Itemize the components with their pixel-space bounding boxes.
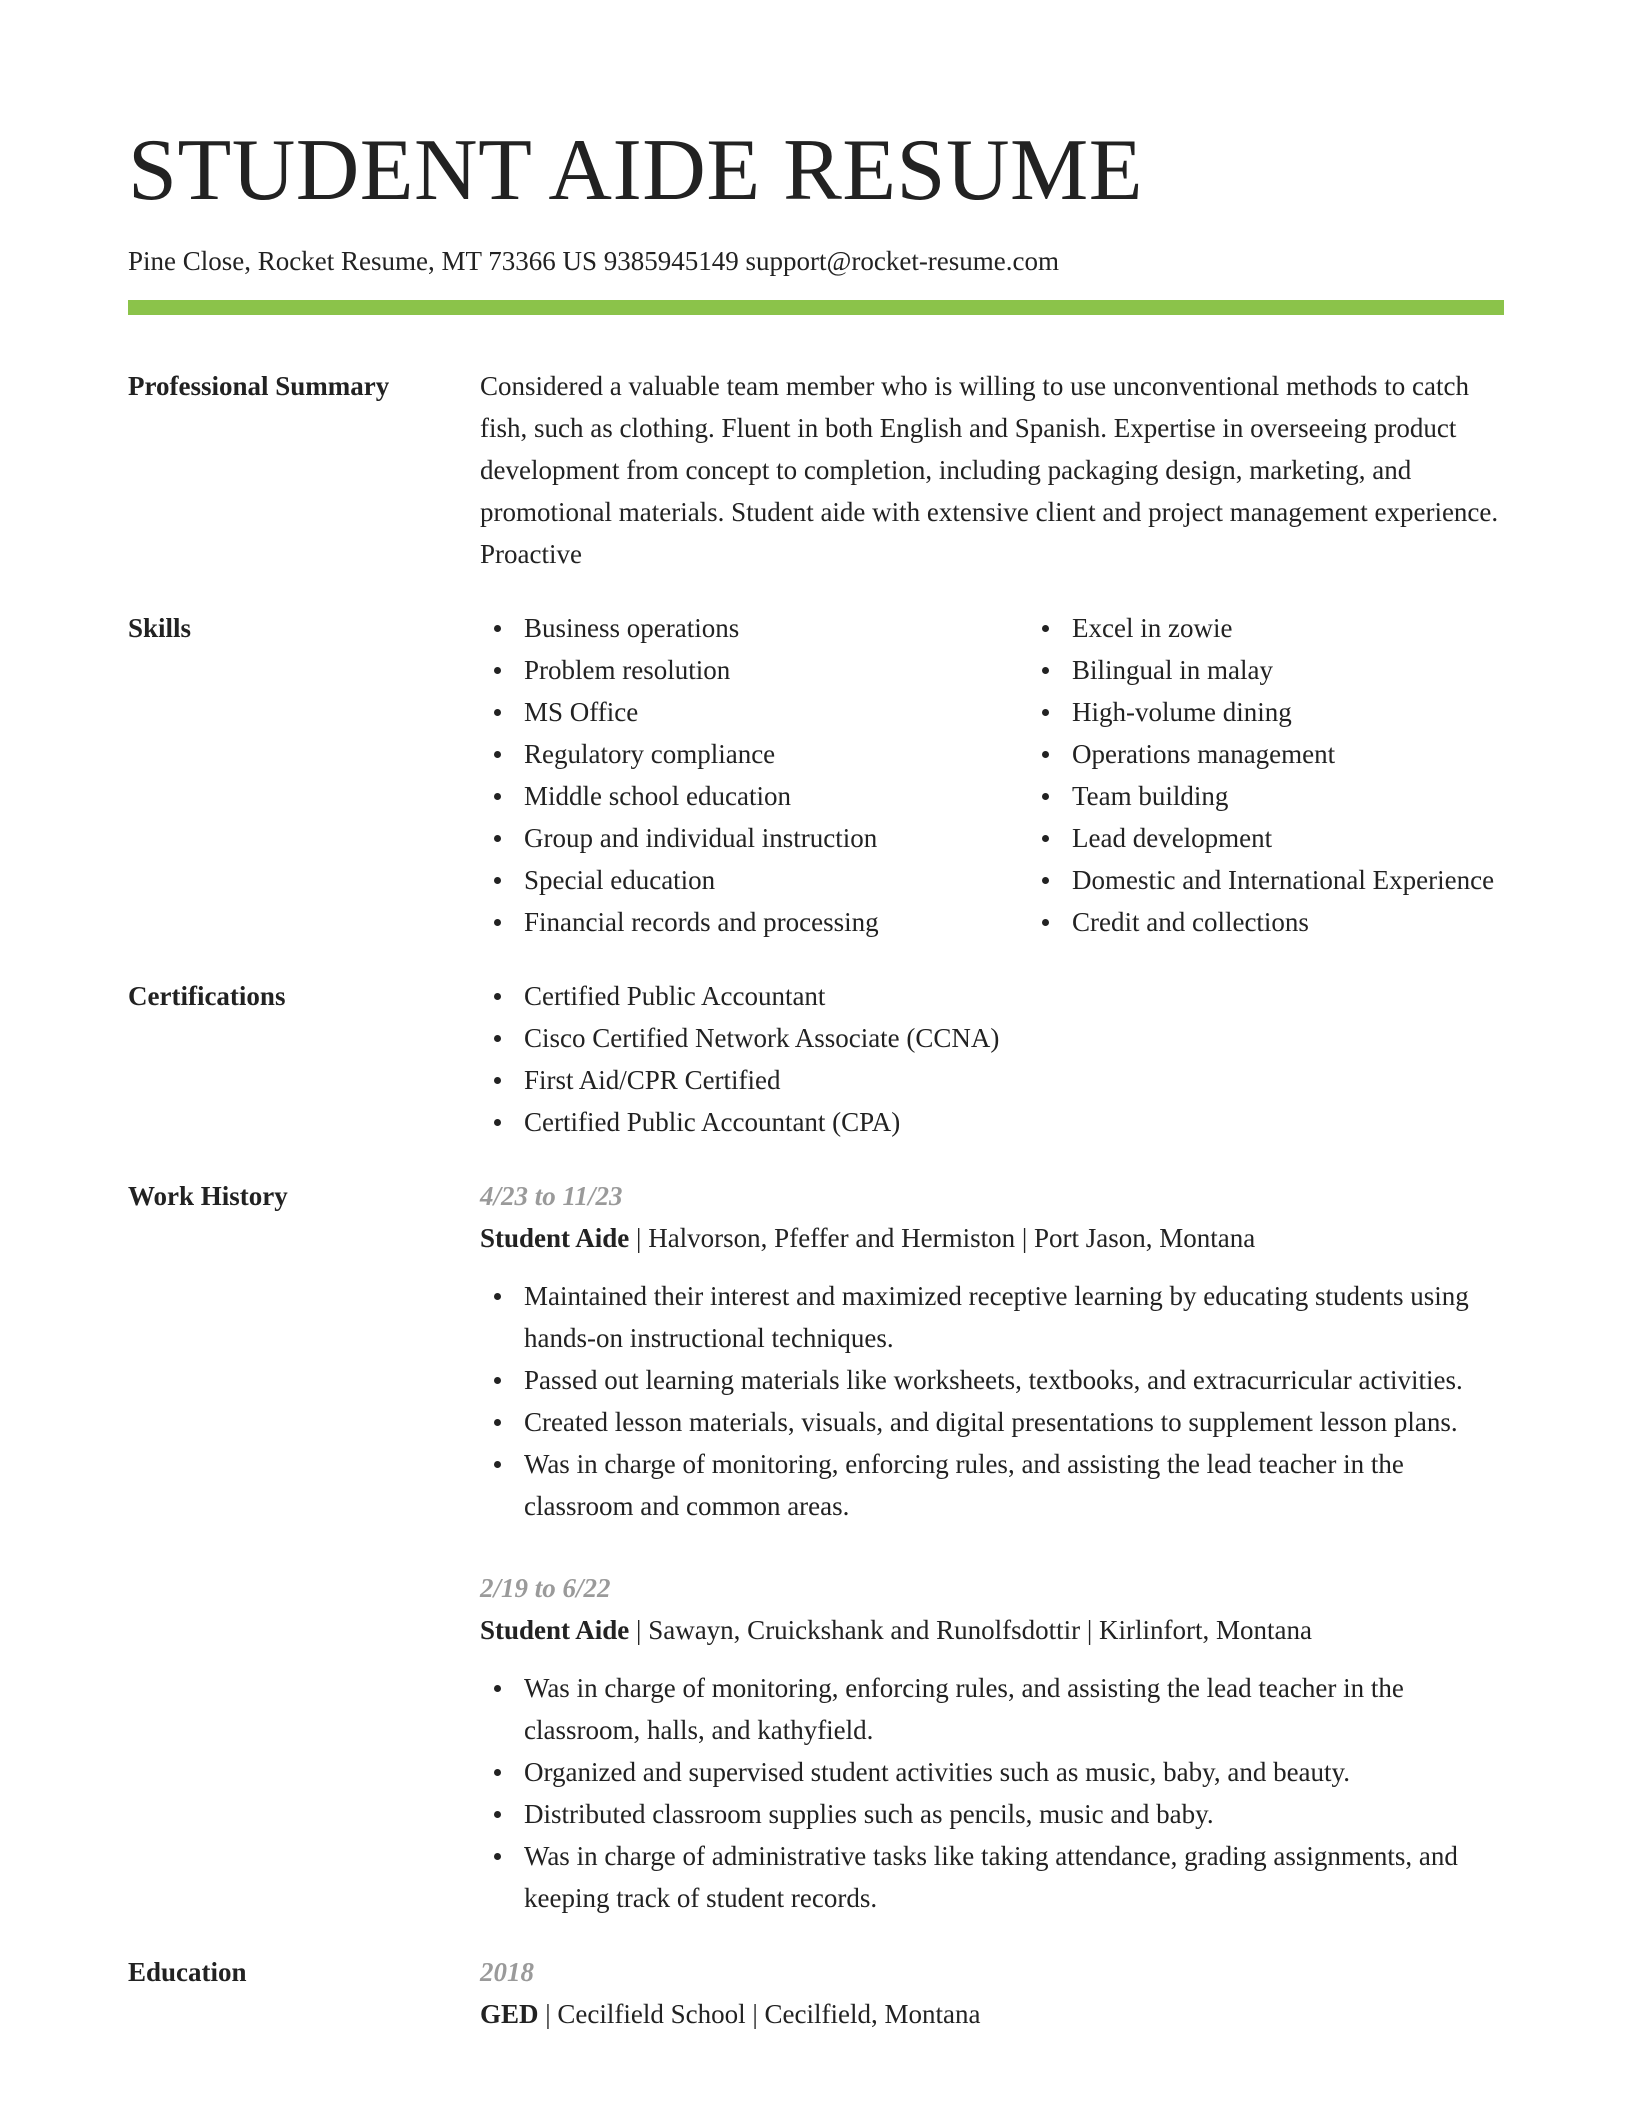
accent-divider [128,300,1504,315]
certifications-heading: Certifications [128,981,286,1011]
skill-item: Regulatory compliance [524,733,1028,775]
skill-item: MS Office [524,691,1028,733]
job-duty: Was in charge of monitoring, enforcing rules, and assisting the lead teacher in the classroom and common areas. [524,1443,1504,1527]
job-employer-location: | Sawayn, Cruickshank and Runolfsdottir | Kirlinfort, Montana [629,1615,1313,1645]
skills-heading: Skills [128,613,192,643]
skill-item: Domestic and International Experience [1072,859,1576,901]
job-employer-location: | Halvorson, Pfeffer and Hermiston | Port Jason, Montana [629,1223,1256,1253]
job-role-line [480,1609,1504,1651]
education-section [128,1951,1504,2035]
education-line [480,1993,1504,2035]
skill-item: Bilingual in malay [1072,649,1576,691]
education-school-location: | Cecilfield School | Cecilfield, Montana [538,1999,981,2029]
skills-columns [480,607,1504,943]
skills-section [128,607,1504,943]
job-duty: Was in charge of monitoring, enforcing rules, and assisting the lead teacher in the classroom, halls, and kathyfield. [524,1667,1504,1751]
job-duty: Distributed classroom supplies such as pencils, music and baby. [524,1793,1504,1835]
certification-item: Certified Public Accountant (CPA) [524,1101,1504,1143]
job-dates: 2/19 to 6/22 [480,1573,611,1603]
skill-item: Lead development [1072,817,1576,859]
job-dates: 4/23 to 11/23 [480,1181,623,1211]
skill-item: Middle school education [524,775,1028,817]
skill-item: Financial records and processing [524,901,1028,943]
skill-item: Credit and collections [1072,901,1576,943]
education-degree: GED [480,1999,539,2029]
job-role-line [480,1217,1504,1259]
summary-heading: Professional Summary [128,371,390,401]
skill-item: Problem resolution [524,649,1028,691]
certification-item: Cisco Certified Network Associate (CCNA) [524,1017,1504,1059]
job-duty: Created lesson materials, visuals, and digital presentations to supplement lesson plans. [524,1401,1504,1443]
certification-item: First Aid/CPR Certified [524,1059,1504,1101]
resume-title: STUDENT AIDE RESUME [128,122,1144,219]
work-history-section [128,1175,1504,1919]
job-title: Student Aide [480,1615,630,1645]
skill-item: Operations management [1072,733,1576,775]
summary-section [128,365,1504,575]
skill-item: Team building [1072,775,1576,817]
certifications-section [128,975,1504,1143]
education-heading: Education [128,1957,247,1987]
job-title: Student Aide [480,1223,630,1253]
skill-item: Business operations [524,607,1028,649]
certifications-list [480,975,1504,1143]
job-entry [480,1175,1504,1527]
work-history-heading: Work History [128,1181,288,1211]
education-year: 2018 [480,1957,534,1987]
job-entry [480,1567,1504,1919]
skill-item: Excel in zowie [1072,607,1576,649]
contact-line: Pine Close, Rocket Resume, MT 73366 US 9385945149 support@rocket-resume.com [128,246,1060,276]
education-body [480,1951,1504,2035]
skills-list-right [1028,607,1576,943]
skill-item: Group and individual instruction [524,817,1028,859]
job-duties-list [480,1275,1504,1527]
certifications-body [480,975,1504,1143]
resume-page [128,0,1504,2035]
job-duty: Maintained their interest and maximized receptive learning by educating students using hands-on instructional techniques. [524,1275,1504,1359]
job-duty: Passed out learning materials like worksheets, textbooks, and extracurricular activities. [524,1359,1504,1401]
job-duty: Was in charge of administrative tasks like taking attendance, grading assignments, and keeping track of student records. [524,1835,1504,1919]
skill-item: Special education [524,859,1028,901]
summary-text: Considered a valuable team member who is willing to use unconventional methods to catch fish, such as clothing. Fluent in both English and Spanish. Expertise in overseeing product development from concept to completion, including packaging design, marketing, and promotional materials. Student aide with extensive client and project management experience. Proactive [480,371,1499,569]
certification-item: Certified Public Accountant [524,975,1504,1017]
job-duty: Organized and supervised student activities such as music, baby, and beauty. [524,1751,1504,1793]
job-duties-list [480,1667,1504,1919]
skills-list-left [480,607,1028,943]
work-history-body [480,1175,1504,1919]
skill-item: High-volume dining [1072,691,1576,733]
